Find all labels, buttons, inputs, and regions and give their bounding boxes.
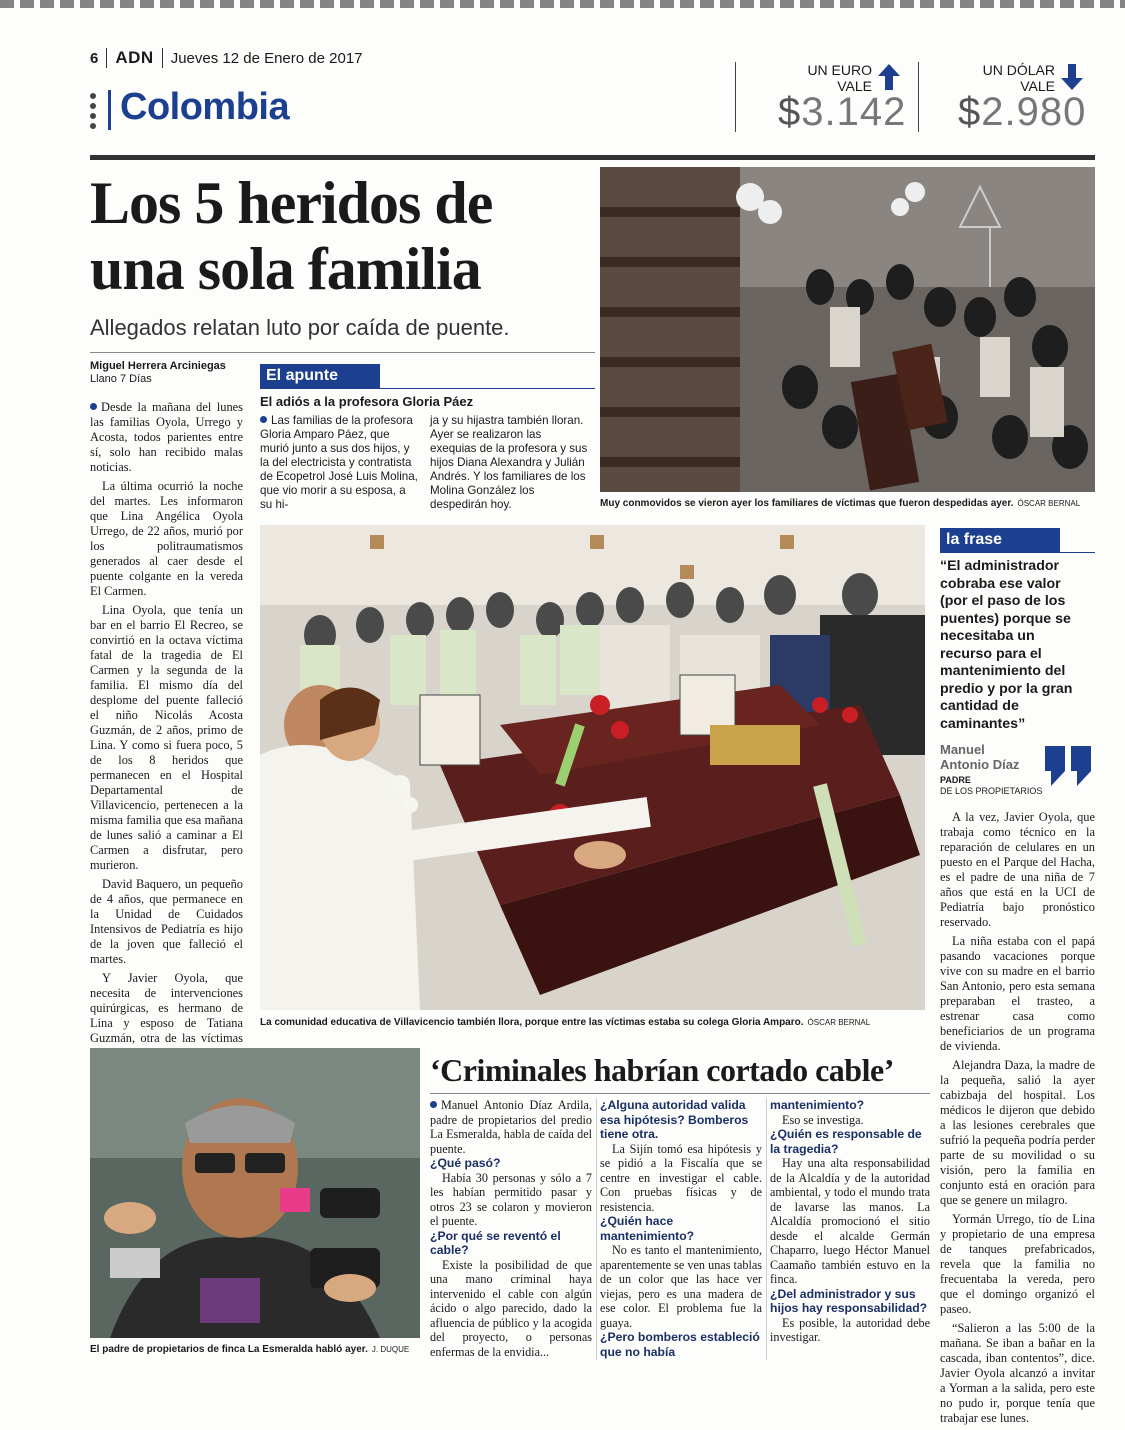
paragraph: Y Javier Oyola, que necesita de intervenciones quirúrgicas, es hermano de Lina y esposo de Tatiana Guzmán, otra de las víctimas — [90, 971, 243, 1045]
paragraph: “Salieron a las 5:00 de la mañana. Se iban a bañar en la cascada, iban contentos”, dice. Javier Oyola alcanzó a invitar a Yorman a la salida, pero este no pudo ir, porque tenía que trabajar ese lunes. — [940, 1321, 1095, 1425]
quote-mark-icon — [1045, 746, 1095, 791]
headline: Los 5 heridos de una sola familia — [90, 170, 493, 302]
currency-divider — [918, 62, 919, 132]
interview-rule — [430, 1093, 930, 1094]
interview-answer: Había 30 personas y sólo a 7 les habían permitido pasar y otros 23 se colaron y movieron el puente. — [430, 1170, 592, 1228]
frase-quote: “El administrador cobraba ese valor (por el paso de los puentes) porque se necesitaba un recurso para el mantenimiento del predio y por la gran cantidad de caminantes” — [940, 558, 1073, 732]
column-divider — [596, 1098, 597, 1360]
section-title: Colombia — [120, 86, 290, 128]
arrow-down-icon — [1061, 64, 1083, 90]
apunte-rule — [260, 388, 595, 389]
apunte-column-1: Las familias de la profesora Gloria Amparo Páez, que murió junto a sus dos hijos, y la del electricista y contratista de Ecopetrol José Luis Molina, que vio morir a su esposa, a su hi- — [260, 414, 418, 511]
euro-label: UN EURO VALE — [807, 62, 872, 94]
interview-answer: No es tanto el mantenimiento, aparentemente se ven unas tablas de un color que las hace ver viejas, pero es una madera de ese color. El problema fue la guaya. — [600, 1243, 762, 1330]
interview-answer: La Sijín tomó esa hipótesis y se pidió a la Fiscalía que se centre en investigar el cable. Con pruebas físicas y de resistencia. — [600, 1141, 762, 1214]
interview-answer: Hay una alta responsabilidad de la Alcaldía y de la autoridad ambiental, y todo el mundo trata de lavarse las manos. La Alcaldía promocionó el sitio desde el alcalde Germán Chaparro, luego Héctor Manuel Caamaño también estuvo en la finca. — [770, 1156, 930, 1286]
column-divider — [766, 1098, 767, 1360]
top-border — [0, 0, 1125, 8]
paragraph: Desde la mañana del lunes las familias Oyola, Urrego y Acosta, todos parientes entre sí, solo han recibido malas noticias. — [90, 400, 243, 474]
brand-logo: ADN — [106, 48, 162, 68]
folio — [90, 48, 363, 68]
header-rule — [90, 155, 1095, 160]
interview-answer: Es posible, la autoridad debe investigar. — [770, 1315, 930, 1344]
interview-question: ¿Pero bomberos estableció que no había — [600, 1330, 760, 1359]
byline: Miguel Herrera Arciniegas Llano 7 Días — [90, 360, 226, 385]
interview-answer: Existe la posibilidad de que una mano criminal haya intervenido el cable con algún ácido o algo parecido, dado la afluencia de público y la acogida del proyecto, o personas enfermas de la envidia... — [430, 1257, 592, 1359]
interview-column-3 — [770, 1098, 930, 1345]
euro-value: $3.142 — [778, 90, 907, 134]
interview-question: ¿Quién es responsable de la tragedia? — [770, 1127, 922, 1156]
interview-question: ¿Por qué se reventó el cable? — [430, 1228, 561, 1257]
paragraph: A la vez, Javier Oyola, que trabaja como técnico en la reparación de celulares en un puesto en el Parque del Hacha, es el padre de una niña de 7 años que está en la UCI de Pediatría bajo pronóstico reservado. — [940, 810, 1095, 929]
currency-divider — [735, 62, 736, 132]
article-left-column — [90, 400, 243, 1125]
interview-intro: Manuel Antonio Díaz Ardila, padre de propietarios del predio La Esmeralda, habla de caída del puente. — [430, 1098, 592, 1156]
funeral-photo-top — [600, 167, 1095, 492]
bullet-icon — [430, 1101, 437, 1108]
interview-column-1 — [430, 1098, 592, 1359]
deck-rule — [90, 352, 595, 353]
paragraph: David Baquero, un pequeño de 4 años, que permanece en la Unidad de Cuidados Intensivos de Pediatría es hijo de la joven que falleció el martes. — [90, 877, 243, 966]
paragraph: Yormán Urrego, tío de Lina y propietario de una empresa de tanques prefabricados, revela que la familia no frecuentaba la vereda, pero que el domingo organizó el paseo. — [940, 1212, 1095, 1316]
paragraph: La niña estaba con el papá pasando vacaciones porque vive con su madre en el barrio San Antonio, pero esta semana preparaban el trasteo, a estrenar casa como beneficiarios de un programa de vivienda. — [940, 934, 1095, 1053]
interview-column-2 — [600, 1098, 762, 1359]
bullet-icon — [260, 416, 267, 423]
paragraph: Lina Oyola, que tenía un bar en el barrio El Recreo, se convirtió en la octava víctima fatal de la tragedia de El Carmen y la segunda de la familia. El mismo día del desplome del puente falleció el niño Nicolás Acosta Guzmán, de 2 años, primo de Lina. Y como si fuera poco, 5 de los 8 heridos que permanecen en el Hospital Departamental de Villavicencio, pertenecen a la misma familia que esa mañana de lunes salió a caminar a El Carmen a disfrutar, pero murieron. — [90, 603, 243, 872]
apunte-title: El adiós a la profesora Gloria Páez — [260, 394, 474, 409]
main-photo-caption: La comunidad educativa de Villavicencio también llora, porque entre las víctimas estaba su colega Gloria Amparo. ÓSCAR BERNAL — [260, 1017, 871, 1028]
interview-question: ¿Qué pasó? — [430, 1156, 501, 1170]
arrow-up-icon — [878, 64, 900, 90]
dollar-value: $2.980 — [958, 90, 1087, 134]
apunte-column-2: ja y su hijastra también lloran. Ayer se realizaron las exequias de la profesora y sus hijos Diana Alexandra y Julián Andrés. Y los familiares de los Molina González los despedirán hoy. — [430, 414, 588, 511]
interview-question: ¿Quién hace mantenimiento? — [600, 1214, 695, 1243]
interview-answer: Eso se investiga. — [782, 1112, 864, 1127]
frase-role: PADRE DE LOS PROPIETARIOS — [940, 775, 1043, 796]
interview-photo — [90, 1048, 420, 1338]
interview-question: mantenimiento? — [770, 1098, 865, 1112]
interview-headline: ‘Criminales habrían cortado cable’ — [430, 1052, 894, 1088]
page-number: 6 — [90, 49, 99, 67]
interview-question: ¿Del administrador y sus hijos hay responsabilidad? — [770, 1286, 928, 1315]
frase-tag: la frase — [940, 528, 1060, 552]
frase-author: Manuel Antonio Díaz — [940, 742, 1020, 772]
bullet-icon — [90, 403, 97, 410]
top-photo-caption: Muy conmovidos se vieron ayer los familiares de víctimas que fueron despedidas ayer. ÓSCAR BERNAL — [600, 498, 1081, 509]
paragraph: Alejandra Daza, la madre de la pequeña, salió la ayer cabizbaja del hospital. Los médicos le dijeron que debido a las lesiones cerebrales que sufrió la pequeña podría perder parte de su movilidad o su visión, pero la familia en conjunto está en oración para que se genere un milagro. — [940, 1058, 1095, 1207]
section-dots-icon — [90, 93, 98, 133]
apunte-tag: El apunte — [260, 364, 380, 388]
section-bar — [108, 90, 111, 130]
funeral-photo-main — [260, 525, 925, 1010]
issue-date: Jueves 12 de Enero de 2017 — [170, 49, 363, 67]
dollar-label: UN DÓLAR VALE — [982, 62, 1055, 94]
interview-question: ¿Alguna autoridad valida esa hipótesis? Bomberos tiene otra. — [600, 1098, 749, 1141]
paragraph: La última ocurrió la noche del martes. Les informaron que Lina Angélica Oyola Urrego, de 22 años, murió por los politraumatismos generados al caer desde el puente colgante en la vereda El Carmen. — [90, 479, 243, 598]
deck: Allegados relatan luto por caída de puente. — [90, 315, 510, 340]
frase-rule — [940, 552, 1095, 553]
interview-photo-caption: El padre de propietarios de finca La Esmeralda habló ayer. J. DUQUE — [90, 1344, 410, 1355]
article-right-column — [940, 810, 1095, 1430]
